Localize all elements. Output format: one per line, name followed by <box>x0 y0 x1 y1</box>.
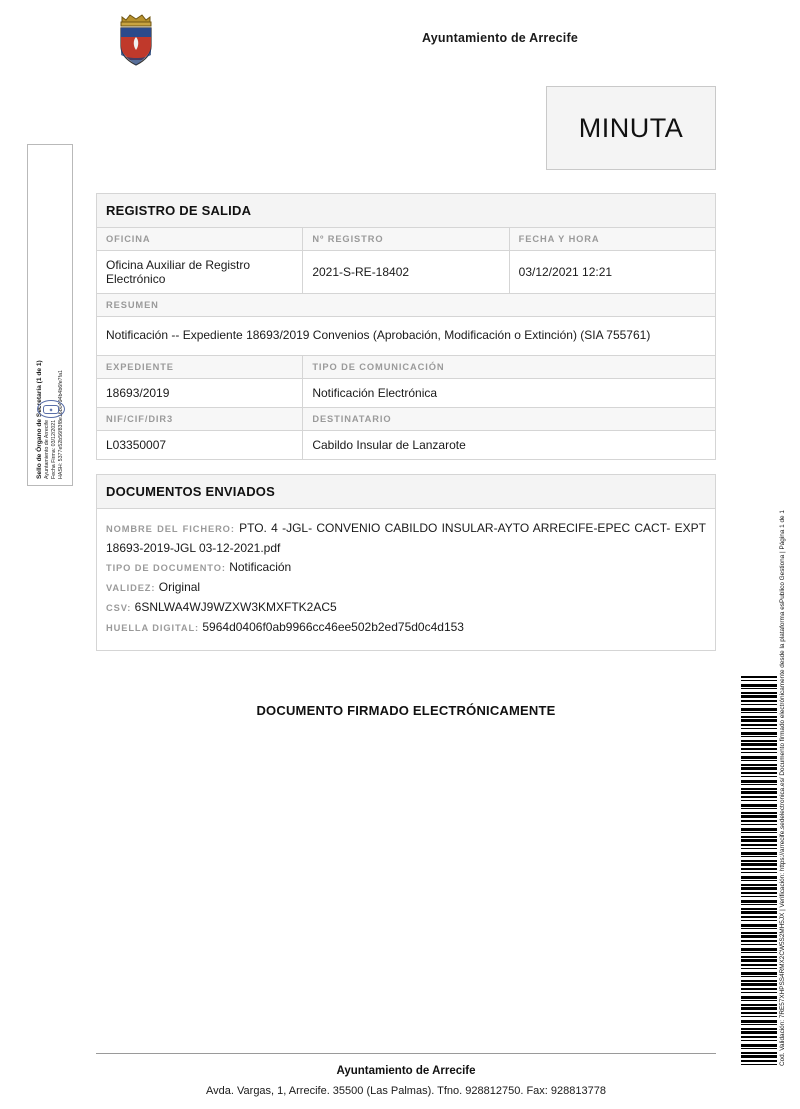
value-csv: 6SNLWA4WJ9WZXW3KMXFTK2AC5 <box>134 600 337 614</box>
coat-of-arms-icon <box>112 10 160 68</box>
value-fecha-hora: 03/12/2021 12:21 <box>509 251 715 294</box>
table-row <box>97 194 716 228</box>
table-row <box>97 408 716 431</box>
registro-salida-table <box>96 193 716 460</box>
document-filename-row <box>106 519 706 558</box>
table-row <box>97 379 716 408</box>
footer-address: Avda. Vargas, 1, Arrecife. 35500 (Las Palmas). Tfno. 928812750. Fax: 928813778 <box>206 1085 606 1097</box>
seal-line-4: HASH: 5377e52b56f83f8e16b0494b4b6fe7fa1 <box>57 370 64 479</box>
value-tipo-comunicacion: Notificación Electrónica <box>303 379 716 408</box>
documentos-section-title: DOCUMENTOS ENVIADOS <box>97 475 716 509</box>
registro-section-title: REGISTRO DE SALIDA <box>97 194 716 228</box>
footer-title: Ayuntamiento de Arrecife <box>336 1065 476 1077</box>
value-validez: Original <box>158 580 201 594</box>
footer-divider <box>96 1053 716 1054</box>
label-resumen: RESUMEN <box>97 294 716 317</box>
label-huella-digital: HUELLA DIGITAL: <box>106 623 200 633</box>
signed-electronically-notice: DOCUMENTO FIRMADO ELECTRÓNICAMENTE <box>256 703 556 718</box>
label-fecha-hora: FECHA Y HORA <box>509 228 715 251</box>
label-destinatario: DESTINATARIO <box>303 408 716 431</box>
header-title: Ayuntamiento de Arrecife <box>422 31 578 45</box>
barcode-icon <box>741 676 777 1066</box>
validation-code-text: Cod. Validación: 7RE57XHPSS4RMX2CW5S2MH5JX | Verificación: https://arrecife.sedelectronica.es/ Documento firmado electrónicamente desde la plataforma esPublico Gestiona | Página 1 de 1 <box>779 510 786 1066</box>
organ-seal-stamp <box>27 144 73 486</box>
value-resumen: Notificación -- Expediente 18693/2019 Convenios (Aprobación, Modificación o Extinción) (SIA 755761) <box>97 317 716 356</box>
value-nif: L03350007 <box>97 431 303 460</box>
label-tipo-documento: TIPO DE DOCUMENTO: <box>106 563 226 573</box>
label-n-registro: Nº REGISTRO <box>303 228 509 251</box>
documentos-enviados-table <box>96 474 716 509</box>
value-n-registro: 2021-S-RE-18402 <box>303 251 509 294</box>
label-oficina: OFICINA <box>97 228 303 251</box>
value-oficina: Oficina Auxiliar de Registro Electrónico <box>97 251 303 294</box>
value-expediente: 18693/2019 <box>97 379 303 408</box>
label-csv: CSV: <box>106 603 132 613</box>
document-hash-row <box>106 618 706 638</box>
label-nombre-fichero: NOMBRE DEL FICHERO: <box>106 524 235 534</box>
official-seal-icon: ◆ <box>37 400 65 418</box>
document-header <box>0 0 800 80</box>
organ-seal-text <box>28 145 72 485</box>
value-destinatario: Cabildo Insular de Lanzarote <box>303 431 716 460</box>
minuta-label: MINUTA <box>578 112 684 143</box>
table-row <box>97 356 716 379</box>
value-huella-digital: 5964d0406f0ab9966cc46ee502b2ed75d0c4d153 <box>202 620 464 634</box>
label-nif: NIF/CIF/DIR3 <box>97 408 303 431</box>
table-row <box>97 228 716 251</box>
document-validity-row <box>106 578 706 598</box>
documentos-detail <box>96 509 716 651</box>
table-row <box>97 475 716 509</box>
document-body <box>96 193 716 651</box>
document-type-row <box>106 558 706 578</box>
table-row <box>97 431 716 460</box>
document-csv-row <box>106 598 706 618</box>
label-tipo-comunicacion: TIPO DE COMUNICACIÓN <box>303 356 716 379</box>
table-row <box>97 251 716 294</box>
seal-line-1: Sello de Órgano de Secretaría (1 de 1) <box>35 360 43 479</box>
label-validez: VALIDEZ: <box>106 583 156 593</box>
minuta-badge <box>546 86 716 170</box>
value-tipo-documento: Notificación <box>229 560 292 574</box>
value-nombre-fichero: PTO. 4 -JGL- CONVENIO CABILDO INSULAR-AYTO ARRECIFE-EPEC CACT- EXPT 18693-2019-JGL 03-12-2021.pdf <box>106 521 706 555</box>
table-row <box>97 294 716 317</box>
seal-line-2: Ayuntamiento de Arrecife <box>43 419 50 479</box>
seal-line-3: Fecha Firma: 03/12/2021 <box>50 419 57 479</box>
label-expediente: EXPEDIENTE <box>97 356 303 379</box>
table-row <box>97 317 716 356</box>
